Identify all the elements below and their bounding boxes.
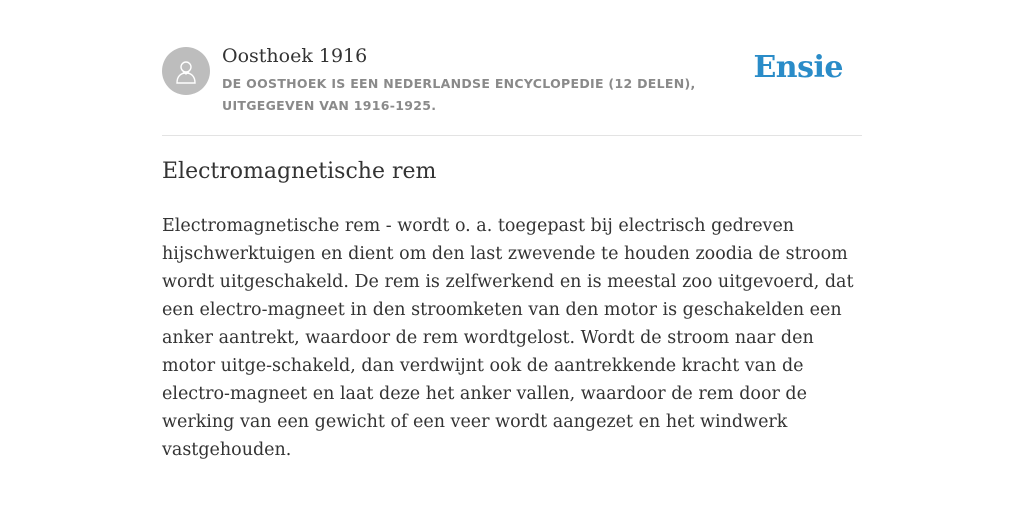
user-icon	[172, 57, 200, 85]
article-title: Electromagnetische rem	[162, 159, 437, 184]
avatar[interactable]	[162, 47, 210, 95]
source-description: DE OOSTHOEK IS EEN NEDERLANDSE ENCYCLOPEDIE (12 DELEN), UITGEGEVEN VAN 1916-1925.	[222, 76, 696, 113]
ensie-logo[interactable]: Ensie	[753, 50, 843, 85]
source-header	[162, 0, 862, 136]
source-name[interactable]: Oosthoek 1916	[222, 45, 368, 67]
article-body: Electromagnetische rem - wordt o. a. toegepast bij electrisch gedreven hijschwerktuigen en dient om den last zwevende te houden zoodia de stroom wordt uitgeschakeld. De rem is zelfwerkend en is meestal zoo uitgevoerd, dat een electro-magneet in den stroomketen van den motor is geschakelden een anker aantrekt, waardoor de rem wordtgelost. Wordt de stroom naar den motor uitge-schakeld, dan verdwijnt ook de aantrekkende kracht van de electro-magneet en laat deze het anker vallen, waardoor de rem door de werking van een gewicht of een veer wordt aangezet en het windwerk vastgehouden.	[162, 216, 854, 460]
article-card	[162, 0, 862, 460]
